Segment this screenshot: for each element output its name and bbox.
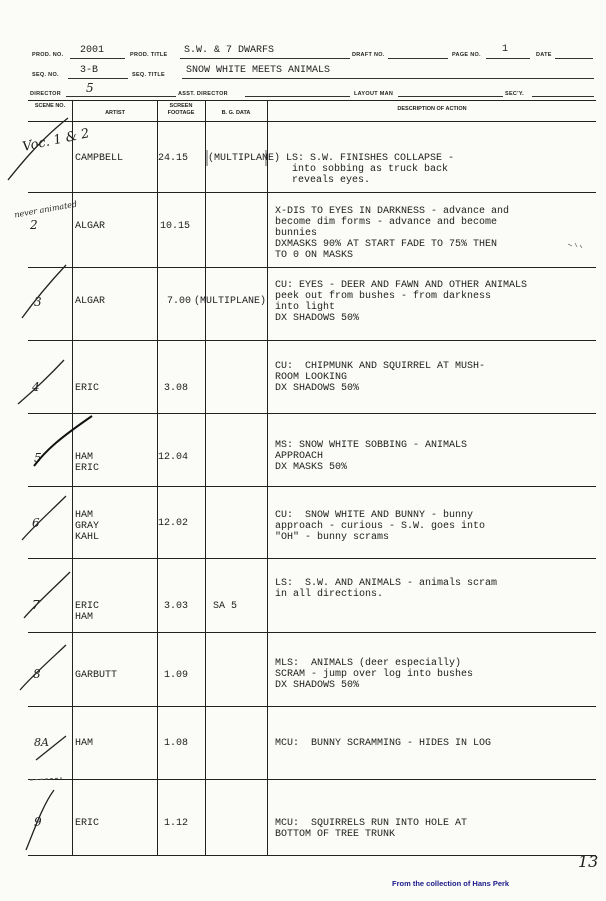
description-cell: X-DIS TO EYES IN DARKNESS - advance and become dim forms - advance and become bunnies DXMASKS 90% AT START FADE TO 75% THEN TO 0 ON MASKS xyxy=(275,206,510,261)
scene-number: 3 xyxy=(34,295,42,309)
seq-title-line xyxy=(182,78,594,79)
description-cell: MCU: SQUIRRELS RUN INTO HOLE AT BOTTOM OF TREE TRUNK xyxy=(275,818,468,840)
collection-credit: From the collection of Hans Perk xyxy=(392,879,510,888)
layout-man-line xyxy=(398,96,503,97)
artist-cell: ERIC xyxy=(75,818,100,829)
footage-cell: 10.15 xyxy=(160,221,191,232)
check-mark xyxy=(20,645,66,690)
scene-number: 4 xyxy=(32,380,40,394)
page-mark: 13 xyxy=(578,852,599,871)
row-rule xyxy=(28,706,596,707)
description-cell: LS: S.W. AND ANIMALS - animals scram in all directions. xyxy=(275,578,498,600)
row-rule xyxy=(28,413,596,414)
table-header-rule xyxy=(28,121,596,122)
draft-no-line xyxy=(388,58,448,59)
row-rule xyxy=(28,632,596,633)
director-value: 5 xyxy=(86,81,94,95)
description-cell: (MULTIPLANE) LS: S.W. FINISHES COLLAPSE - into sobbing as truck back reveals eyes. xyxy=(208,153,455,186)
seq-title-label: SEQ. TITLE xyxy=(132,72,165,78)
scene-number: 5 xyxy=(34,451,42,465)
date-label: DATE xyxy=(536,52,552,58)
page-no-line xyxy=(486,58,530,59)
artist-cell: HAM GRAY KAHL xyxy=(75,510,100,543)
page-no-label: PAGE NO. xyxy=(452,52,481,58)
bg-data-cell: (MULTIPLANE) xyxy=(194,296,267,307)
footage-cell: 3.08 xyxy=(164,383,189,394)
check-mark xyxy=(24,572,70,618)
secy-line xyxy=(532,96,594,97)
description-cell: CU: SNOW WHITE AND BUNNY - bunny approach - curious - S.W. goes into "OH" - bunny scrams xyxy=(275,510,486,543)
row-rule xyxy=(28,486,596,487)
stray-mark xyxy=(568,243,582,248)
artist-cell: ERIC HAM xyxy=(75,601,100,623)
footage-cell: 24.15 xyxy=(158,153,189,164)
col-artist: ARTIST xyxy=(105,110,125,116)
prod-title-value: S.W. & 7 DWARFS xyxy=(184,45,275,56)
draft-no-label: DRAFT NO. xyxy=(352,52,385,58)
row-rule xyxy=(28,558,596,559)
check-mark xyxy=(22,496,66,540)
asst-director-label: ASST. DIRECTOR xyxy=(178,91,228,97)
page-no-value: 1 xyxy=(502,44,509,55)
scene-note: never animated xyxy=(13,199,78,220)
director-label: DIRECTOR xyxy=(30,91,62,97)
seq-no-label: SEQ. NO. xyxy=(32,72,59,78)
scene-number: 8 xyxy=(33,667,41,681)
table-bottom-rule xyxy=(28,855,596,856)
asst-director-line xyxy=(245,96,350,97)
scene-number: 6 xyxy=(32,516,40,530)
footage-cell: 7.00 xyxy=(167,296,192,307)
prod-no-label: PROD. NO. xyxy=(32,52,64,58)
row-rule xyxy=(28,192,596,193)
artist-cell: ALGAR xyxy=(75,221,106,232)
artist-cell: GARBUTT xyxy=(75,670,118,681)
footage-cell: 1.12 xyxy=(164,818,189,829)
scene-number: 2 xyxy=(30,218,38,232)
col-description: DESCRIPTION OF ACTION xyxy=(397,106,467,112)
artist-cell: CAMPBELL xyxy=(75,153,124,164)
description-cell: CU: CHIPMUNK AND SQUIRREL AT MUSH- ROOM LOOKING DX SHADOWS 50% xyxy=(275,361,486,394)
footage-cell: 1.09 xyxy=(164,670,189,681)
col-rule-2 xyxy=(157,100,158,855)
footage-cell: 12.02 xyxy=(158,518,189,529)
col-rule-4 xyxy=(267,100,268,855)
prod-title-line xyxy=(180,58,350,59)
col-scene-no: SCENE NO. xyxy=(34,103,66,109)
check-mark xyxy=(18,360,64,404)
seq-no-line xyxy=(68,78,128,79)
description-cell: MCU: BUNNY SCRAMMING - HIDES IN LOG xyxy=(275,738,492,749)
bg-data-cell: SA 5 xyxy=(213,601,238,612)
artist-cell: ALGAR xyxy=(75,296,106,307)
row-rule xyxy=(28,340,596,341)
row-rule xyxy=(28,267,596,268)
date-line xyxy=(555,58,593,59)
footage-cell: 12.04 xyxy=(158,452,189,463)
col-bg-data: B. G. DATA xyxy=(221,110,251,116)
artist-cell: ERIC xyxy=(75,383,100,394)
artist-cell: HAM ERIC xyxy=(75,452,100,474)
secy-label: SEC'Y. xyxy=(505,91,525,97)
row-rule xyxy=(28,779,596,780)
description-cell: CU: EYES - DEER AND FAWN AND OTHER ANIMALS peek out from bushes - from darkness into light DX SHADOWS 50% xyxy=(275,280,528,324)
scene-number: 7 xyxy=(32,598,40,612)
artist-cell: HAM xyxy=(75,738,94,749)
col-rule-3 xyxy=(205,100,206,855)
prod-no-line xyxy=(70,58,125,59)
seq-no-value: 3-B xyxy=(80,65,99,76)
description-cell: MS: SNOW WHITE SOBBING - ANIMALS APPROACH DX MASKS 50% xyxy=(275,440,468,473)
director-line xyxy=(66,96,176,97)
col-rule-1 xyxy=(72,100,73,855)
description-cell: MLS: ANIMALS (deer especially) SCRAM - jump over log into bushes DX SHADOWS 50% xyxy=(275,658,474,691)
footage-cell: 3.03 xyxy=(164,601,189,612)
table-top-rule xyxy=(28,100,596,101)
layout-man-label: LAYOUT MAN xyxy=(354,91,394,97)
col-screen-footage: SCREEN FOOTAGE xyxy=(167,103,195,116)
seq-title-value: SNOW WHITE MEETS ANIMALS xyxy=(186,65,331,76)
scene-number: 9 xyxy=(34,815,42,829)
scene-number: 8A xyxy=(34,736,49,749)
footage-cell: 1.08 xyxy=(164,738,189,749)
prod-title-label: PROD. TITLE xyxy=(130,52,168,58)
check-mark xyxy=(22,265,66,318)
prod-no-value: 2001 xyxy=(80,45,105,56)
scene-number: Voc. 1 & 2 xyxy=(21,126,91,155)
